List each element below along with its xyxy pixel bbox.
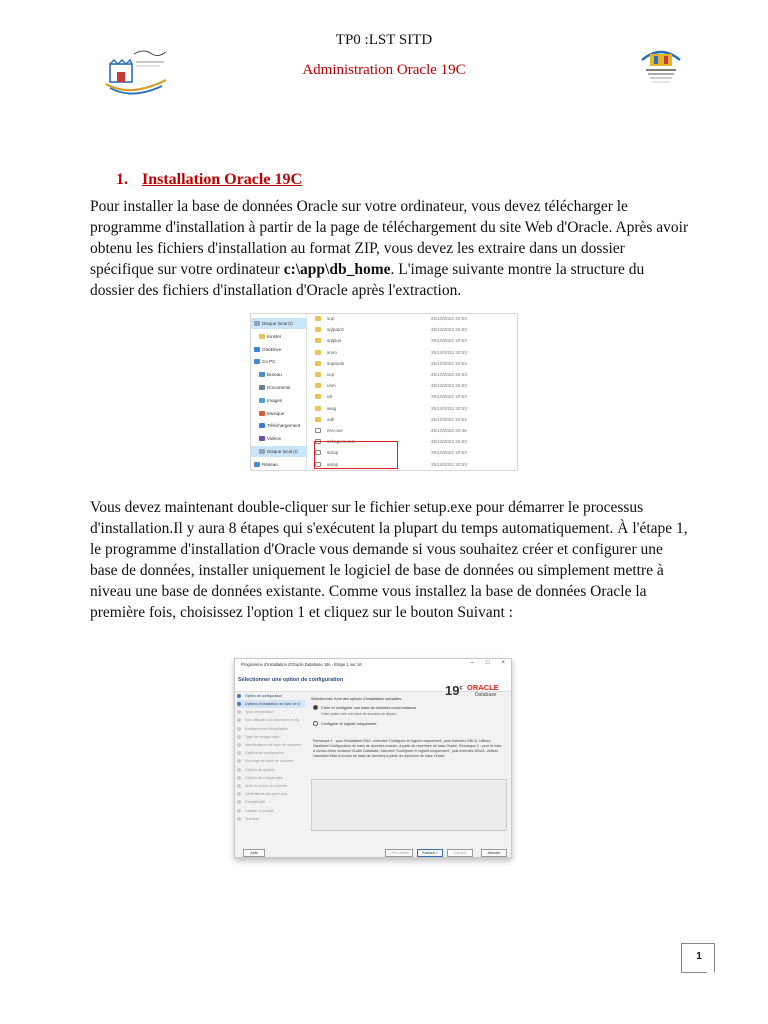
file-date: 25/10/2022 20:53 — [431, 349, 467, 355]
document-header-course: TP0 :LST SITD — [335, 32, 433, 48]
option-create-label: Créer et configurer une base de données mono-instance — [321, 705, 417, 710]
step-indicator-icon — [237, 751, 241, 755]
nav-item-label: Réseau — [262, 461, 278, 467]
radio-unselected-icon[interactable] — [313, 721, 318, 726]
step-indicator-icon — [237, 735, 241, 739]
step-label: Options de récupération — [245, 775, 284, 780]
option-create-hint: Cette option crée une base de données de départ. — [321, 712, 397, 716]
file-name: setup — [327, 461, 339, 467]
installer-step[interactable] — [237, 774, 305, 782]
step-label: Options de configuration — [245, 751, 284, 756]
nav-item[interactable] — [251, 318, 307, 329]
installer-step[interactable] — [237, 700, 305, 708]
installer-step[interactable] — [237, 717, 305, 725]
file-date: 25/10/2022 20:54 — [431, 416, 467, 422]
installer-steps-list — [235, 692, 305, 847]
instructions-paragraph: Vous devez maintenant double-cliquer sur le fichier setup.exe pour démarrer le processus d'installation.Il y aura 8 étapes qui s'exécutent la plupart du temps automatiquement. À l'étape 1, le programme d'installation d'Oracle vous demande si vous souhaitez créer et configurer une base de données, installer uniquement le logiciel de base de données ou simplement mettre à niveau une base de données existante. Comme vous installez la base de données Oracle la première fois, choisissez l'option 1 et cliquez sur le bouton Suivant : — [90, 499, 688, 621]
folder-icon — [315, 327, 321, 332]
nav-item-label: Disque local (C — [262, 321, 294, 326]
nav-item-label: Images — [267, 397, 283, 403]
file-date: 25/10/2022 20:53 — [431, 439, 467, 445]
folder-icon — [315, 338, 321, 343]
page-number: 1 — [696, 951, 702, 962]
back-button[interactable]: < Précédent — [385, 849, 413, 857]
file-date: 25/10/2022 20:53 — [431, 327, 467, 333]
help-button[interactable]: Aide — [243, 849, 265, 857]
file-row[interactable] — [315, 358, 515, 369]
installer-step[interactable] — [237, 733, 305, 741]
installer-step[interactable] — [237, 758, 305, 766]
nav-item-label: OneDrive — [262, 346, 282, 352]
installer-step[interactable] — [237, 725, 305, 733]
nav-item-icon — [259, 398, 265, 403]
folder-icon — [315, 383, 321, 388]
file-name: suptools — [327, 360, 345, 366]
installer-step[interactable] — [237, 790, 305, 798]
step-indicator-icon — [237, 800, 241, 804]
folder-icon — [315, 316, 321, 321]
nav-item-icon — [254, 321, 260, 326]
step-label: Terminer — [245, 816, 259, 821]
file-name: setup — [327, 450, 339, 456]
nav-item-label: Ce PC — [262, 359, 276, 365]
nav-item[interactable] — [251, 395, 307, 406]
file-name: usm — [327, 383, 336, 389]
nav-item[interactable] — [251, 331, 307, 342]
oracle-version-logo — [445, 683, 463, 698]
step-indicator-icon — [237, 727, 241, 731]
file-date: 25/10/2022 20:46 — [431, 428, 467, 433]
next-button[interactable]: Suivant > — [417, 849, 443, 857]
file-row[interactable] — [315, 347, 515, 358]
nav-item-label: Musique — [267, 410, 285, 416]
nav-item-icon — [254, 347, 260, 352]
nav-item-label: Téléchargement — [267, 423, 301, 429]
step-label: Identificateurs de base de données — [245, 742, 301, 747]
nav-item-icon — [259, 411, 265, 416]
explorer-nav-pane — [251, 314, 307, 471]
nav-item[interactable] — [251, 382, 307, 393]
nav-item-icon — [254, 359, 260, 364]
installer-title-text: Programme d'installation d'Oracle Database 19c - Etape 1 sur 16 — [241, 662, 362, 667]
file-row[interactable] — [315, 335, 515, 346]
file-date: 25/10/2022 20:53 — [431, 316, 467, 321]
option-software-label: Configurer le logiciel uniquement — [321, 721, 377, 726]
install-button[interactable]: Installer — [447, 849, 473, 857]
installer-content — [309, 697, 509, 837]
nav-item[interactable] — [251, 420, 307, 431]
folder-icon — [315, 394, 321, 399]
intro-text-start: Pour installer la base de données Oracle sur votre ordinateur, vous devez télécharger le programme d'installation à partir de la page de téléchargement du site Web d'Oracle. Après avoir obtenu les fichiers d'installation au format ZIP, vous devez les extraire dans un dossier spécifique sur votre ordinateur — [90, 198, 689, 278]
setup-highlight-box — [314, 441, 398, 469]
oracle-version: 19 — [445, 683, 460, 698]
step-indicator-icon — [237, 743, 241, 747]
file-row[interactable] — [315, 391, 515, 402]
file-row[interactable] — [315, 313, 515, 324]
nav-item-icon — [259, 385, 265, 390]
file-name: sqlplus — [327, 338, 342, 344]
installer-step[interactable] — [237, 766, 305, 774]
folder-icon — [315, 372, 321, 377]
file-name: sup — [327, 316, 335, 321]
file-name: env.ove — [327, 428, 343, 433]
step-indicator-icon — [237, 759, 241, 763]
nav-item-icon — [259, 334, 265, 339]
installer-note: Remarque 1 : pour l'installation RAC, exécutez 'Configurer le logiciel uniquement', puis exécutez DBCA. Utilisez l'assistant Configuration de base de données ensuite, à partir du répertoire de base Oracle. Remarque 2 : pour la mise à niveau d'une instance Oracle Database, exécutez 'Configurer le logiciel uniquement', puis exécutez DBUA. Utilisez l'assistant Mise à niveau de base de données à partir du répertoire de base Oracle. — [313, 739, 502, 758]
file-row[interactable] — [315, 369, 515, 380]
file-name: utl — [327, 394, 332, 400]
step-indicator-icon — [237, 768, 241, 772]
window-controls — [471, 660, 505, 666]
oracle-version-suffix: c — [459, 685, 463, 692]
section-number: 1. — [116, 171, 128, 188]
section-title: Installation Oracle 19C — [142, 171, 302, 188]
nav-item-label: Documents — [267, 385, 291, 390]
step-indicator-icon — [237, 710, 241, 714]
step-label: Vérifications des prérequis — [245, 792, 288, 797]
step-label: Type d'installation — [245, 710, 274, 715]
installer-prompt: Sélectionnez l'une des options d'installation suivantes. — [311, 697, 403, 701]
nav-item-label: Vidéos — [267, 436, 281, 442]
installer-step[interactable] — [237, 815, 305, 823]
file-date: 25/10/2022 20:53 — [431, 338, 467, 344]
file-date: 25/10/2022 20:53 — [431, 461, 467, 467]
folder-icon — [315, 417, 321, 422]
nav-item-icon — [259, 449, 265, 454]
oracle-product-text: Database — [475, 692, 497, 698]
file-row[interactable] — [315, 380, 515, 391]
file-row[interactable] — [315, 324, 515, 335]
file-date: 25/10/2022 20:53 — [431, 450, 467, 456]
installer-step[interactable] — [237, 749, 305, 757]
file-name: srvm — [327, 349, 337, 355]
step-label: Stockage de base de données — [245, 759, 294, 764]
step-indicator-icon — [237, 718, 241, 722]
installer-step[interactable] — [237, 692, 305, 700]
file-date: 25/10/2022 20:53 — [431, 394, 467, 400]
nav-item[interactable] — [251, 369, 307, 380]
file-name: xdk — [327, 416, 335, 422]
step-indicator-icon — [237, 694, 241, 698]
section-heading — [116, 171, 302, 189]
step-indicator-icon — [237, 817, 241, 821]
step-indicator-icon — [237, 784, 241, 788]
nav-item-icon — [254, 462, 260, 467]
step-indicator-icon — [237, 792, 241, 796]
file-date: 25/10/2022 20:53 — [431, 405, 467, 411]
folder-icon — [315, 361, 321, 366]
nav-item-label: Kinster — [267, 333, 282, 339]
nav-item-icon — [259, 423, 265, 428]
minimize-icon[interactable]: – — [470, 660, 474, 666]
step-indicator-icon — [237, 776, 241, 780]
installer-step-title: Sélectionner une option de configuration — [238, 677, 344, 683]
file-icon — [315, 428, 321, 433]
step-indicator-icon — [237, 809, 241, 813]
file-row[interactable] — [315, 403, 515, 414]
document-header-subject: Administration Oracle 19C — [302, 62, 466, 78]
intro-text-end: . L'image suivante montre la structure du dossier des fichiers d'installation d'Oracle après l'extraction. — [90, 261, 645, 299]
file-row[interactable] — [315, 414, 515, 425]
file-date: 25/10/2022 20:53 — [431, 372, 467, 377]
step-label: Type de configuration — [245, 734, 280, 739]
step-label: Options d'installation de base de d — [245, 701, 300, 706]
step-label: Mots de passe de schéma — [245, 783, 287, 788]
installer-screenshot — [234, 658, 512, 858]
cancel-button[interactable]: Annuler — [481, 849, 507, 857]
step-label: Options de gestion — [245, 767, 275, 772]
page-number-box — [681, 943, 715, 973]
step-label: Emplacement d'installation — [245, 726, 288, 731]
step-label: Option de configuration — [245, 693, 283, 698]
nav-item-label: Disque local (C — [267, 449, 299, 454]
nav-item-icon — [259, 436, 265, 441]
maximize-icon[interactable]: □ — [485, 660, 490, 666]
step-label: Installer le produit — [245, 808, 274, 813]
nav-item[interactable] — [251, 408, 307, 419]
installer-step[interactable] — [237, 741, 305, 749]
installer-step[interactable] — [237, 782, 305, 790]
installer-message-area — [311, 779, 507, 831]
oracle-logo-text: ORACLE — [467, 683, 499, 692]
installer-header — [235, 670, 512, 698]
nav-item[interactable] — [251, 446, 307, 457]
nav-item[interactable] — [251, 459, 307, 470]
step-indicator-icon — [237, 702, 241, 706]
step-label: Non utilisateur du répertoire d'orig — [245, 718, 300, 723]
folder-icon — [315, 350, 321, 355]
file-row[interactable] — [315, 425, 515, 436]
installer-step[interactable] — [237, 807, 305, 815]
option-create-database[interactable] — [313, 705, 416, 710]
installer-step[interactable] — [237, 708, 305, 716]
file-date: 25/10/2022 20:53 — [431, 360, 467, 366]
close-icon[interactable]: × — [501, 660, 505, 666]
intro-paragraph — [90, 196, 690, 301]
nav-item[interactable] — [251, 344, 307, 355]
file-name: ucp — [327, 372, 335, 377]
nav-item-icon — [259, 372, 265, 377]
file-name: schagent.com — [327, 439, 356, 445]
step-label: Récapitulatif — [245, 800, 265, 805]
installer-step[interactable] — [237, 799, 305, 807]
option-software-only[interactable] — [313, 721, 376, 726]
nav-item[interactable] — [251, 356, 307, 367]
file-name: wwg — [327, 405, 337, 411]
nav-item-label: Bureau — [267, 372, 282, 378]
radio-selected-icon[interactable] — [313, 705, 318, 710]
file-date: 25/10/2022 20:53 — [431, 383, 467, 389]
nav-item[interactable] — [251, 433, 307, 444]
file-name: sqlpatch — [327, 327, 345, 333]
install-path: c:\app\db_home — [283, 261, 391, 278]
folder-icon — [315, 406, 321, 411]
